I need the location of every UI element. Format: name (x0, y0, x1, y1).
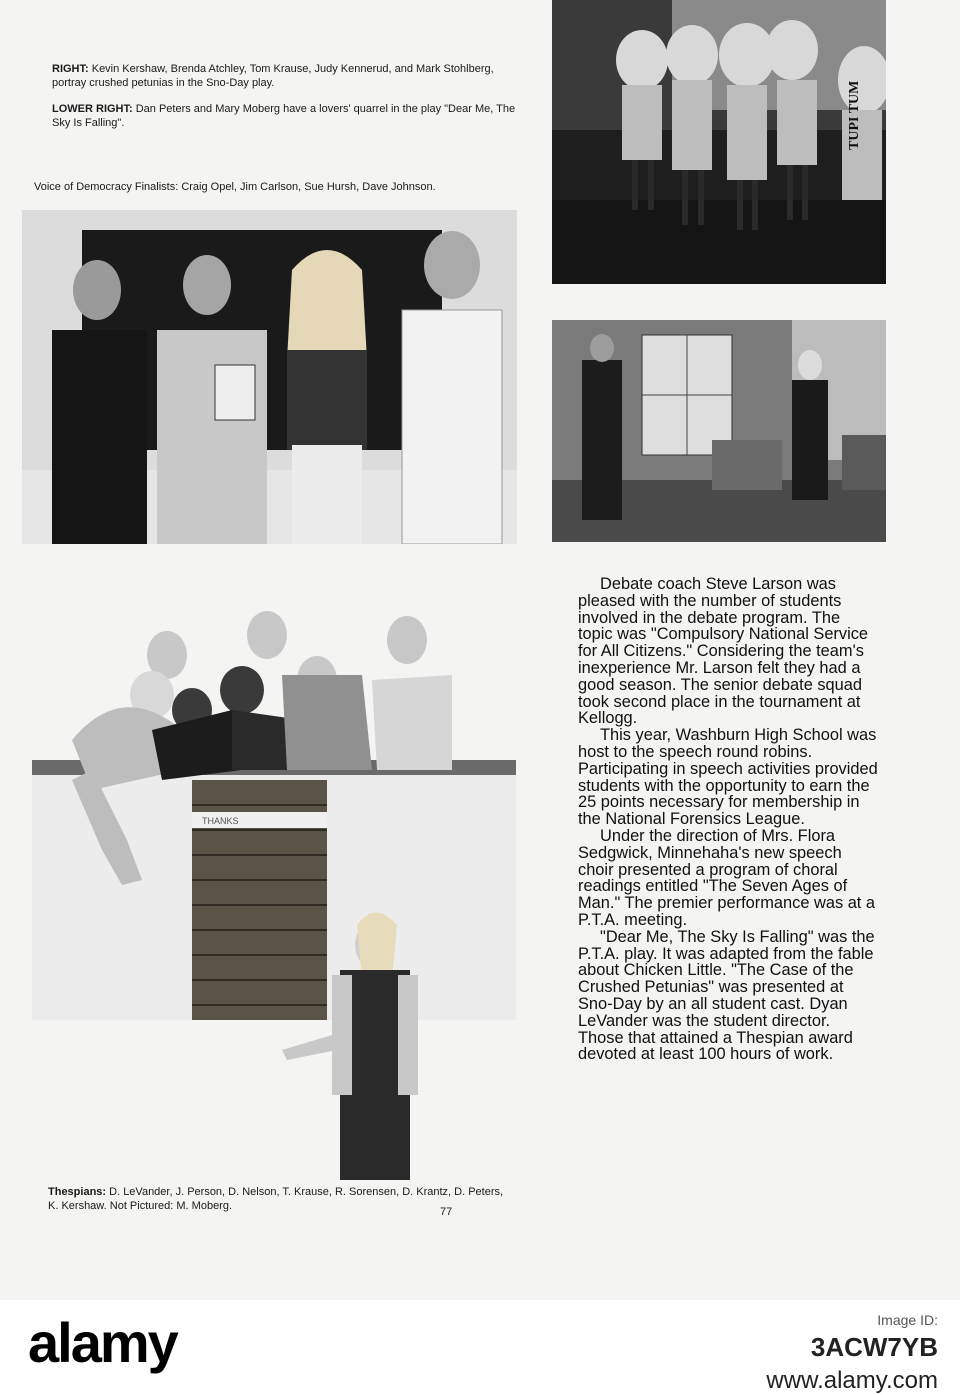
caption-right: RIGHT: Kevin Kershaw, Brenda Atchley, Tom Krause, Judy Kennerud, and Mark Stohlberg, portray crushed petunias in the Sno-Day play. (52, 63, 494, 89)
petunias-sign-text: TUPI TUM (847, 80, 862, 150)
image-id-label: Image ID: (877, 1312, 938, 1328)
board-sign-text: THANKS (202, 816, 239, 826)
stock-info (766, 1312, 938, 1395)
photo-petunias-play (552, 0, 886, 284)
alamy-logo[interactable]: alamy (28, 1311, 177, 1374)
photo-lovers-quarrel (552, 320, 886, 542)
image-id: 3ACW7YB (810, 1332, 938, 1362)
photo-democracy-finalists (22, 210, 517, 544)
photo-thespians (32, 580, 516, 1180)
site-url[interactable]: www.alamy.com (766, 1367, 938, 1394)
caption-lower-right: LOWER RIGHT: Dan Peters and Mary Moberg have a lovers' quarrel in the play "Dear Me, The Sky Is Falling". (52, 103, 516, 129)
caption-thespians: Thespians: D. LeVander, J. Person, D. Nelson, T. Krause, R. Sorensen, D. Krantz, D. Peters, K. Kershaw. Not Pictured: M. Moberg. (48, 1186, 504, 1212)
page-number: 77 (440, 1206, 453, 1218)
article-paragraph: Debate coach Steve Larson was pleased with the number of students involved in the debate program. The topic was "Compulsory National Service for All Citizens." Considering the team's inexperience Mr. Larson felt they had a good season. The senior debate squad took second place in the tournament at Kellogg. (578, 575, 869, 728)
article-body (578, 576, 878, 1063)
article-paragraph: Under the direction of Mrs. Flora Sedgwick, Minnehaha's new speech choir presented a program of choral readings entitled "The Seven Ages of Man." The premier performance was at a P.T.A. meeting. (578, 826, 876, 929)
article-paragraph: This year, Washburn High School was host to the speech round robins. Participating in speech activities provided students with the opportunity to earn the 25 points necessary for membership in the National Forensics League. (578, 726, 878, 829)
article-paragraph: "Dear Me, The Sky Is Falling" was the P.T.A. play. It was adapted from the fable about Chicken Little. "The Case of the Crushed Petunias" was presented at Sno-Day by an all student cast. Dyan LeVander was the student director. Those that attained a Thespian award devoted at least 100 hours of work. (578, 927, 875, 1064)
caption-democracy: Voice of Democracy Finalists: Craig Opel, Jim Carlson, Sue Hursh, Dave Johnson. (34, 181, 436, 193)
